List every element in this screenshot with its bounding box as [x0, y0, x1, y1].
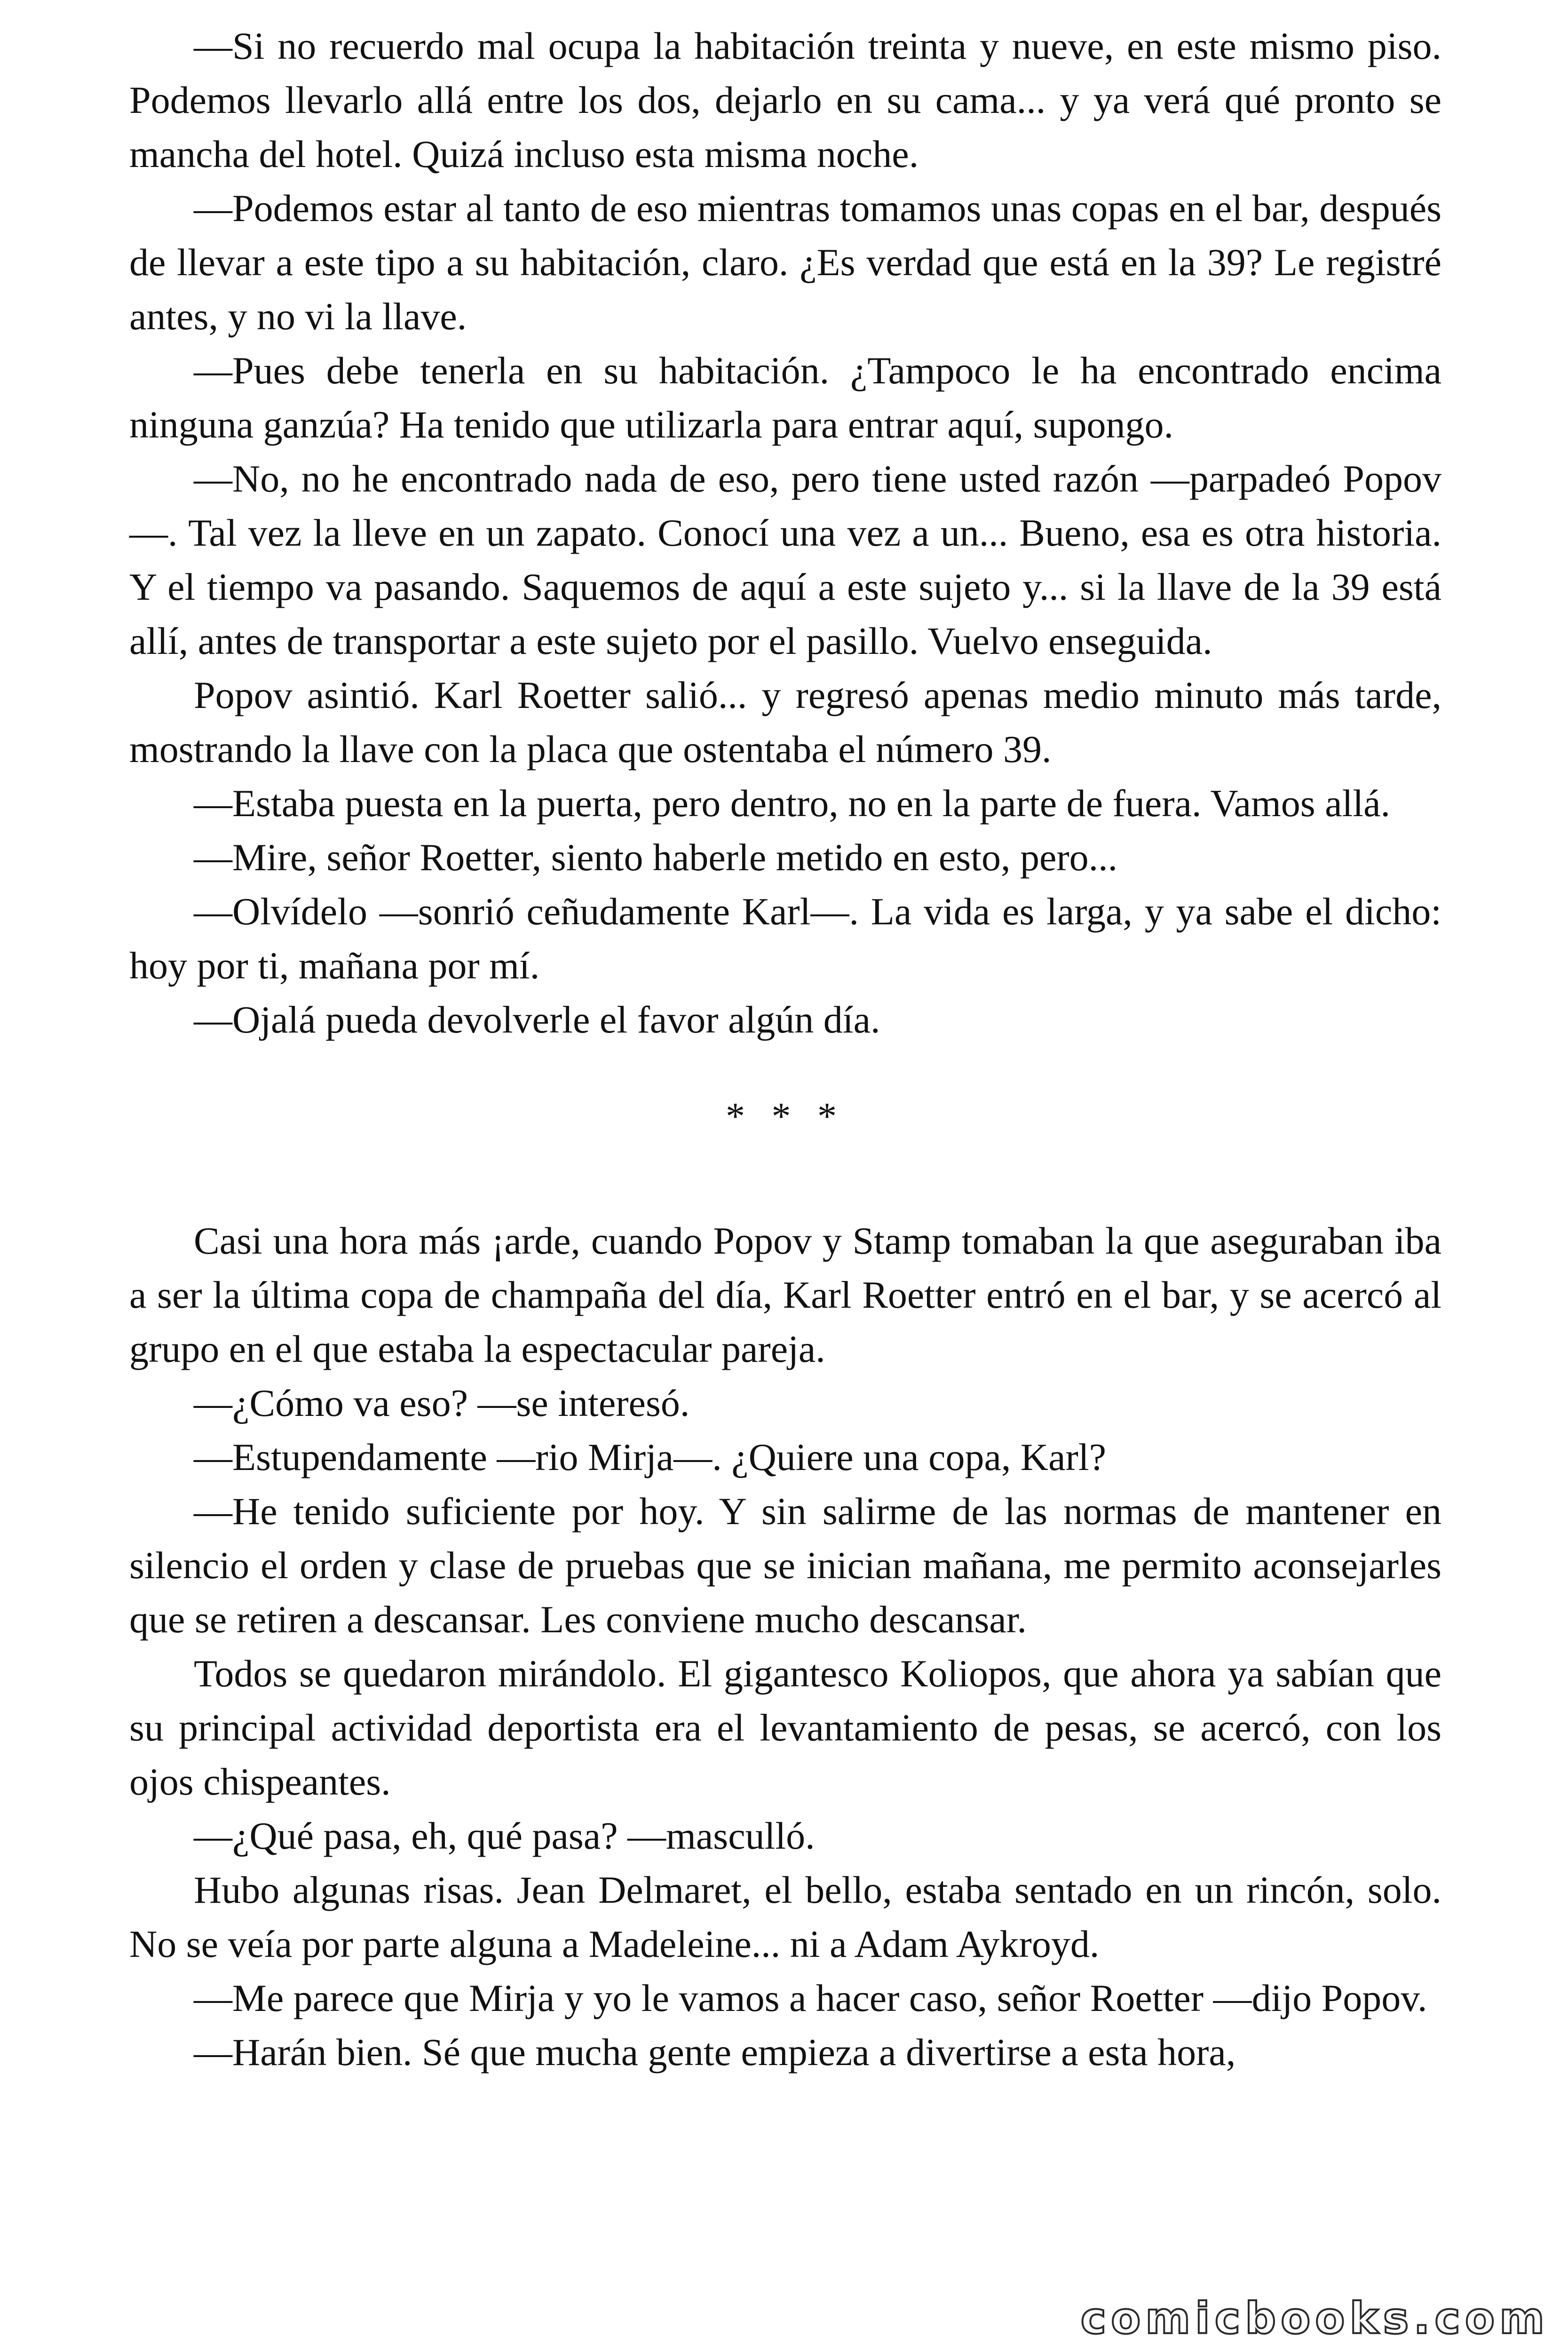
paragraph: Casi una hora más ¡arde, cuando Popov y Stamp tomaban la que aseguraban iba a ser la última copa de champaña del día, Karl Roetter entró en el bar, y se acercó al grupo en el que estaba la espectacular pareja. — [129, 1219, 1441, 1370]
watermark-logo: comicbooks.com — [1080, 2293, 1549, 2344]
paragraph: —¿Cómo va eso? —se interesó. — [194, 1382, 690, 1424]
paragraph: —No, no he encontrado nada de eso, pero tiene usted razón —parpadeó Popov—. Tal vez la lleve en un zapato. Conocí una vez a un... Bueno, esa es otra historia. Y el tiempo va pasando. Saquemos de aquí a este sujeto y... si la llave de la 39 está allí, antes de transportar a este sujeto por el pasillo. Vuelvo enseguida. — [129, 457, 1441, 662]
document-page — [129, 19, 1441, 2333]
paragraph: Hubo algunas risas. Jean Delmaret, el bello, estaba sentado en un rincón, solo. No se veía por parte alguna a Madeleine... ni a Adam Aykroyd. — [129, 1868, 1441, 1965]
paragraph: —Ojalá pueda devolverle el favor algún día. — [194, 998, 880, 1041]
paragraph: —He tenido suficiente por hoy. Y sin salirme de las normas de mantener en silencio el orden y clase de pruebas que se inician mañana, me permito aconsejarles que se retiren a descansar. Les conviene mucho descansar. — [129, 1490, 1441, 1641]
paragraph: —Pues debe tenerla en su habitación. ¿Tampoco le ha encontrado encima ninguna ganzúa? Ha tenido que utilizarla para entrar aquí, supongo. — [129, 349, 1441, 446]
section-separator: * * * — [726, 1095, 845, 1137]
paragraph: —Harán bien. Sé que mucha gente empieza a divertirse a esta hora, — [194, 2031, 1236, 2074]
paragraph: —Mire, señor Roetter, siento haberle metido en esto, pero... — [194, 836, 1118, 879]
paragraph: —Estaba puesta en la puerta, pero dentro, no en la parte de fuera. Vamos allá. — [194, 782, 1391, 825]
paragraph: —Estupendamente —rio Mirja—. ¿Quiere una copa, Karl? — [194, 1436, 1106, 1478]
paragraph: —¿Qué pasa, eh, qué pasa? —masculló. — [194, 1814, 815, 1857]
paragraph: —Olvídelo —sonrió ceñudamente Karl—. La vida es larga, y ya sabe el dicho: hoy por ti, mañana por mí. — [129, 890, 1441, 987]
paragraph: Todos se quedaron mirándolo. El gigantesco Koliopos, que ahora ya sabían que su principal actividad deportista era el levantamiento de pesas, se acercó, con los ojos chispeantes. — [129, 1652, 1441, 1803]
paragraph: —Me parece que Mirja y yo le vamos a hacer caso, señor Roetter —dijo Popov. — [194, 1977, 1427, 2019]
paragraph: —Si no recuerdo mal ocupa la habitación treinta y nueve, en este mismo piso. Podemos llevarlo allá entre los dos, dejarlo en su cama... y ya verá qué pronto se mancha del hotel. Quizá incluso esta misma noche. — [129, 24, 1441, 175]
paragraph: Popov asintió. Karl Roetter salió... y regresó apenas medio minuto más tarde, mostrando la llave con la placa que ostentaba el número 39. — [129, 674, 1441, 771]
paragraph: —Podemos estar al tanto de eso mientras tomamos unas copas en el bar, después de llevar a este tipo a su habitación, claro. ¿Es verdad que está en la 39? Le registré antes, y no vi la llave. — [129, 187, 1441, 338]
